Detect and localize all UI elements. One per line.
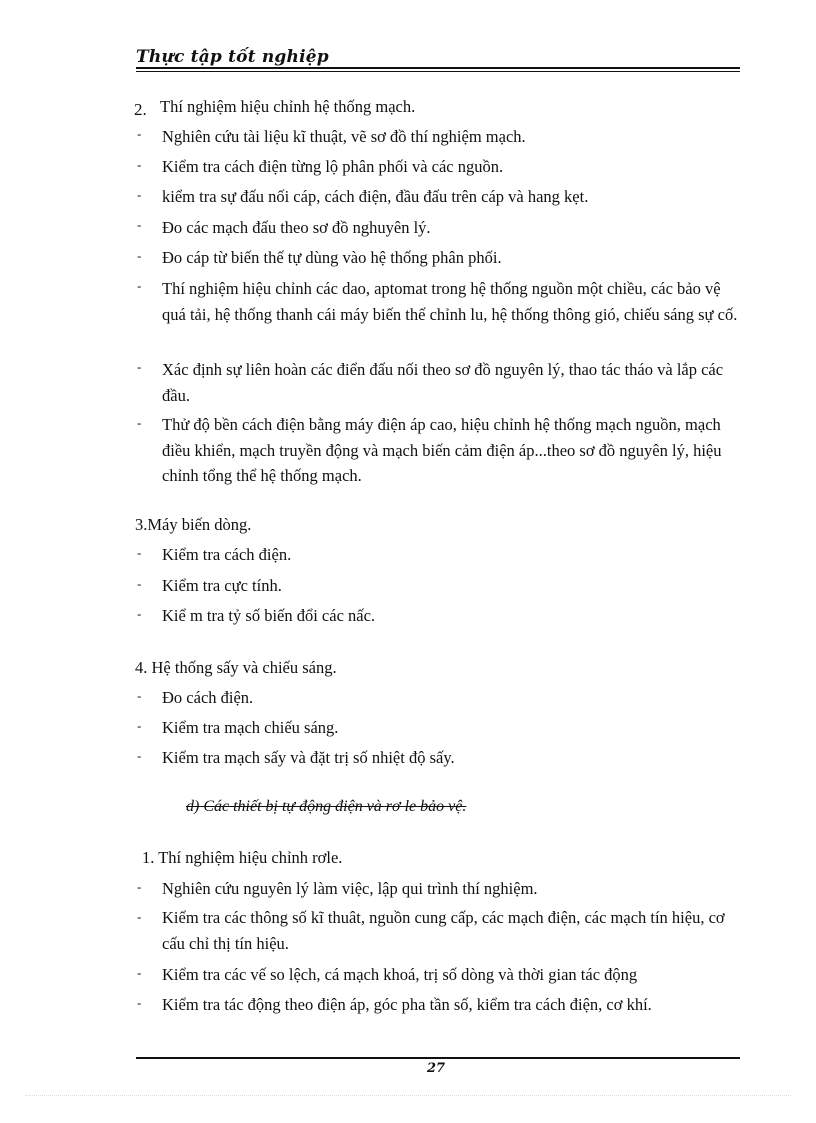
subsection-heading: d) Các thiết bị tự động điện và rơ le bảo vệ. <box>186 798 467 815</box>
list-item: Kiểm tra các thông số kĩ thuât, nguồn cung cấp, các mạch điện, các mạch tín hiệu, cơ cấu chỉ thị tín hiệu. <box>162 908 725 953</box>
bullet-marker: - <box>137 576 142 591</box>
section-number: 2. <box>134 100 147 119</box>
list-item: Kiểm tra cực tính. <box>162 576 282 595</box>
list-item: Nghiên cứu tài liệu kĩ thuật, vẽ sơ đồ thí nghiệm mạch. <box>162 127 526 146</box>
bullet-marker: - <box>137 606 142 621</box>
list-item: Kiểm tra mạch sấy và đặt trị số nhiệt độ sấy. <box>162 748 455 767</box>
list-item: Đo các mạch đấu theo sơ đồ nghuyên lý. <box>162 218 431 237</box>
list-item: Kiểm tra cách điện từng lộ phân phối và các nguồn. <box>162 157 504 176</box>
list-item: Đo cáp từ biến thế tự dùng vào hệ thống phân phối. <box>162 248 502 267</box>
section-heading: 3.Máy biến dòng. <box>135 515 252 534</box>
section-heading: Thí nghiệm hiệu chỉnh hệ thống mạch. <box>160 97 416 116</box>
list-item: Kiể m tra tỷ số biến đổi các nấc. <box>162 606 376 625</box>
bullet-marker: - <box>137 748 142 763</box>
bullet-marker: - <box>137 879 142 894</box>
page-header-title: Thực tập tốt nghiệp <box>136 47 329 67</box>
bullet-marker: - <box>137 995 142 1010</box>
list-item: Thử độ bền cách điện bằng máy điện áp cao, hiệu chỉnh hệ thống mạch nguồn, mạch điều khiển, mạch truyền động và mạch biến cảm điện áp...theo sơ đồ nguyên lý, hiệu chỉnh tổng thể hệ thống mạch. <box>162 415 722 485</box>
list-item: Kiểm tra các vế so lệch, cá mạch khoá, trị số dòng và thời gian tác động <box>162 965 638 984</box>
bullet-marker: - <box>137 157 142 172</box>
bullet-marker: - <box>137 217 142 232</box>
list-item: Xác định sự liên hoàn các điển đấu nối theo sơ đồ nguyên lý, thao tác tháo và lắp các đầu. <box>162 360 724 405</box>
bullet-marker: - <box>137 965 142 980</box>
bullet-marker: - <box>137 415 142 430</box>
bullet-marker: - <box>137 909 142 924</box>
bullet-marker: - <box>137 278 142 293</box>
list-item: kiểm tra sự đấu nối cáp, cách điện, đầu đấu trên cáp và hang kẹt. <box>162 187 589 206</box>
list-item: Kiểm tra mạch chiếu sáng. <box>162 718 339 737</box>
bullet-marker: - <box>137 187 142 202</box>
bullet-marker: - <box>137 545 142 560</box>
list-item: Kiểm tra tác động theo điện áp, góc pha tần số, kiểm tra cách điện, cơ khí. <box>162 995 652 1014</box>
list-item: Đo cách điện. <box>162 688 254 707</box>
bullet-marker: - <box>137 718 142 733</box>
bullet-marker: - <box>137 688 142 703</box>
page-number: 27 <box>426 1061 446 1076</box>
list-item: Nghiên cứu nguyên lý làm việc, lập qui trình thí nghiệm. <box>162 879 538 898</box>
list-item: Kiểm tra cách điện. <box>162 545 292 564</box>
bullet-marker: - <box>137 126 142 141</box>
section-heading: 4. Hệ thống sấy và chiếu sáng. <box>135 658 337 677</box>
list-item: Thí nghiệm hiệu chỉnh các dao, aptomat trong hệ thống nguồn một chiều, các bảo vệ quá tải, hệ thống thanh cái máy biến thế chỉnh lu, hệ thống thông gió, chiếu sáng sự cố. <box>162 279 738 324</box>
bullet-marker: - <box>137 359 142 374</box>
footer-rule <box>136 1057 740 1059</box>
bullet-marker: - <box>137 248 142 263</box>
section-heading: 1. Thí nghiệm hiệu chỉnh rơle. <box>142 848 343 867</box>
page-bottom-border <box>25 1095 791 1096</box>
